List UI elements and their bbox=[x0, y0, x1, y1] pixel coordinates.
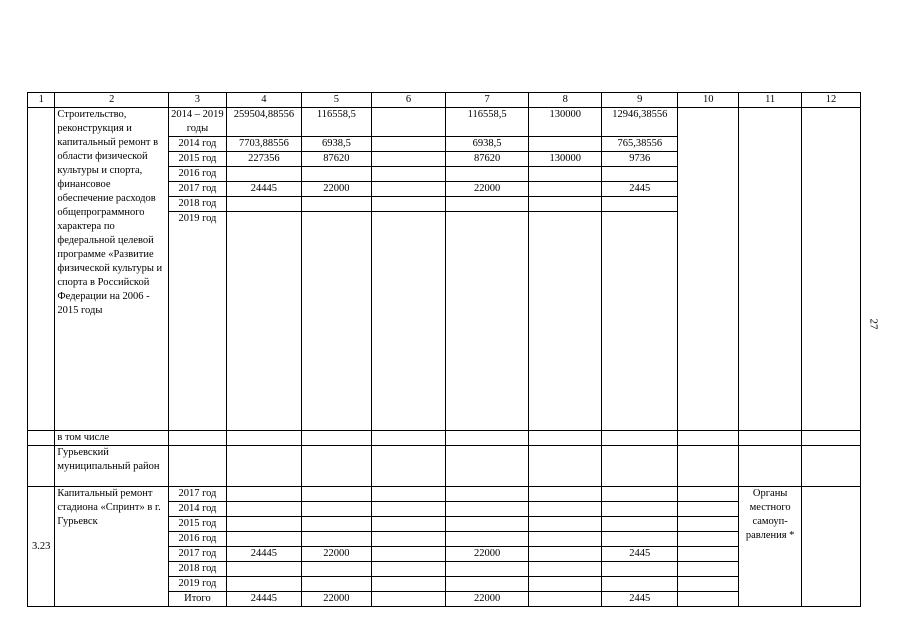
value-cell bbox=[301, 197, 371, 212]
value-cell bbox=[226, 517, 301, 532]
value-cell bbox=[529, 137, 602, 152]
value-cell: 22000 bbox=[301, 182, 371, 197]
empty-cell bbox=[28, 431, 55, 446]
year-cell: 2014 год bbox=[169, 137, 227, 152]
year-cell: 2014 – 2019 годы bbox=[169, 108, 227, 137]
year-cell: 2017 год bbox=[169, 487, 227, 502]
value-cell: 22000 bbox=[301, 592, 371, 607]
value-cell: 2445 bbox=[602, 592, 678, 607]
value-cell bbox=[301, 532, 371, 547]
value-cell: 130000 bbox=[529, 152, 602, 167]
page-number: 27 bbox=[867, 318, 880, 330]
value-cell bbox=[445, 502, 528, 517]
col-header: 10 bbox=[678, 93, 739, 108]
col-header: 7 bbox=[445, 93, 528, 108]
value-cell bbox=[445, 167, 528, 182]
value-cell bbox=[602, 197, 678, 212]
value-cell: 765,38556 bbox=[602, 137, 678, 152]
value-cell bbox=[301, 167, 371, 182]
year-cell: 2017 год bbox=[169, 182, 227, 197]
value-cell bbox=[445, 577, 528, 592]
col-header: 12 bbox=[802, 93, 861, 108]
value-cell: 9736 bbox=[602, 152, 678, 167]
value-cell bbox=[445, 212, 528, 431]
col-header: 6 bbox=[371, 93, 445, 108]
value-cell bbox=[371, 182, 445, 197]
value-cell bbox=[226, 532, 301, 547]
column-number-row bbox=[28, 93, 861, 108]
year-cell: 2018 год bbox=[169, 197, 227, 212]
value-cell: 24445 bbox=[226, 182, 301, 197]
value-cell bbox=[602, 517, 678, 532]
value-cell bbox=[445, 532, 528, 547]
value-cell bbox=[445, 562, 528, 577]
year-cell: 2015 год bbox=[169, 152, 227, 167]
empty-cell bbox=[802, 108, 861, 431]
value-cell bbox=[371, 137, 445, 152]
value-cell bbox=[602, 212, 678, 431]
value-cell bbox=[301, 517, 371, 532]
value-cell: 227356 bbox=[226, 152, 301, 167]
year-cell: 2018 год bbox=[169, 562, 227, 577]
value-cell: 130000 bbox=[529, 108, 602, 137]
value-cell bbox=[371, 197, 445, 212]
value-cell bbox=[371, 212, 445, 431]
value-cell: 2445 bbox=[602, 182, 678, 197]
value-cell: 22000 bbox=[445, 547, 528, 562]
year-cell: 2019 год bbox=[169, 212, 227, 431]
object-name: Капитальный ремонт стадиона «Спринт» в г. Гурьевск bbox=[55, 487, 169, 607]
value-cell bbox=[445, 487, 528, 502]
in-total-label: в том числе bbox=[55, 431, 169, 446]
value-cell bbox=[602, 167, 678, 182]
empty-cell bbox=[678, 108, 739, 431]
value-cell bbox=[301, 487, 371, 502]
empty-cell bbox=[739, 108, 802, 431]
value-cell bbox=[445, 197, 528, 212]
value-cell bbox=[529, 212, 602, 431]
value-cell: 2445 bbox=[602, 547, 678, 562]
value-cell: 22000 bbox=[445, 592, 528, 607]
table-row bbox=[28, 446, 861, 487]
empty-cell bbox=[28, 446, 55, 487]
row-number-cell bbox=[28, 108, 55, 431]
col-header: 3 bbox=[169, 93, 227, 108]
table-row bbox=[28, 487, 861, 502]
executor-cell: Органы местного самоуп-равления * bbox=[739, 487, 802, 607]
value-cell: 22000 bbox=[301, 547, 371, 562]
value-cell: 24445 bbox=[226, 547, 301, 562]
value-cell bbox=[602, 562, 678, 577]
district-name: Гурьевский муниципальный район bbox=[55, 446, 169, 487]
year-cell: 2016 год bbox=[169, 532, 227, 547]
year-cell: 2016 год bbox=[169, 167, 227, 182]
row-number: 3.23 bbox=[28, 487, 55, 607]
value-cell bbox=[226, 487, 301, 502]
value-cell bbox=[226, 212, 301, 431]
budget-table bbox=[27, 92, 861, 607]
value-cell bbox=[445, 517, 528, 532]
value-cell: 12946,38556 bbox=[602, 108, 678, 137]
value-cell bbox=[226, 577, 301, 592]
value-cell: 7703,88556 bbox=[226, 137, 301, 152]
value-cell bbox=[602, 502, 678, 517]
value-cell bbox=[371, 167, 445, 182]
value-cell bbox=[371, 152, 445, 167]
col-header: 2 bbox=[55, 93, 169, 108]
value-cell: 116558,5 bbox=[445, 108, 528, 137]
value-cell: 22000 bbox=[445, 182, 528, 197]
program-name: Строительство, реконструкция и капитальный ремонт в области физической культуры и спорта, финансовое обеспечение расходов общепрограммного характера по федеральной целевой программе «Развитие физической культуры и спорта в Российской Федерации на 2006 - 2015 годы bbox=[55, 108, 169, 431]
value-cell bbox=[301, 562, 371, 577]
value-cell: 6938,5 bbox=[301, 137, 371, 152]
value-cell bbox=[226, 197, 301, 212]
col-header: 9 bbox=[602, 93, 678, 108]
year-cell: 2019 год bbox=[169, 577, 227, 592]
value-cell bbox=[226, 167, 301, 182]
value-cell bbox=[529, 182, 602, 197]
value-cell bbox=[602, 532, 678, 547]
col-header: 11 bbox=[739, 93, 802, 108]
value-cell bbox=[301, 577, 371, 592]
value-cell bbox=[226, 562, 301, 577]
year-cell: 2017 год bbox=[169, 547, 227, 562]
empty-cell bbox=[802, 487, 861, 607]
col-header: 4 bbox=[226, 93, 301, 108]
col-header: 5 bbox=[301, 93, 371, 108]
year-cell: 2015 год bbox=[169, 517, 227, 532]
value-cell bbox=[301, 502, 371, 517]
value-cell: 259504,88556 bbox=[226, 108, 301, 137]
value-cell: 6938,5 bbox=[445, 137, 528, 152]
value-cell bbox=[301, 212, 371, 431]
table-row bbox=[28, 431, 861, 446]
value-cell bbox=[602, 577, 678, 592]
value-cell bbox=[529, 167, 602, 182]
value-cell bbox=[529, 197, 602, 212]
value-cell bbox=[602, 487, 678, 502]
total-label: Итого bbox=[169, 592, 227, 607]
value-cell: 87620 bbox=[445, 152, 528, 167]
col-header: 8 bbox=[529, 93, 602, 108]
value-cell bbox=[371, 108, 445, 137]
year-cell: 2014 год bbox=[169, 502, 227, 517]
value-cell bbox=[226, 502, 301, 517]
table-row bbox=[28, 108, 861, 137]
value-cell: 24445 bbox=[226, 592, 301, 607]
value-cell: 87620 bbox=[301, 152, 371, 167]
value-cell: 116558,5 bbox=[301, 108, 371, 137]
col-header: 1 bbox=[28, 93, 55, 108]
